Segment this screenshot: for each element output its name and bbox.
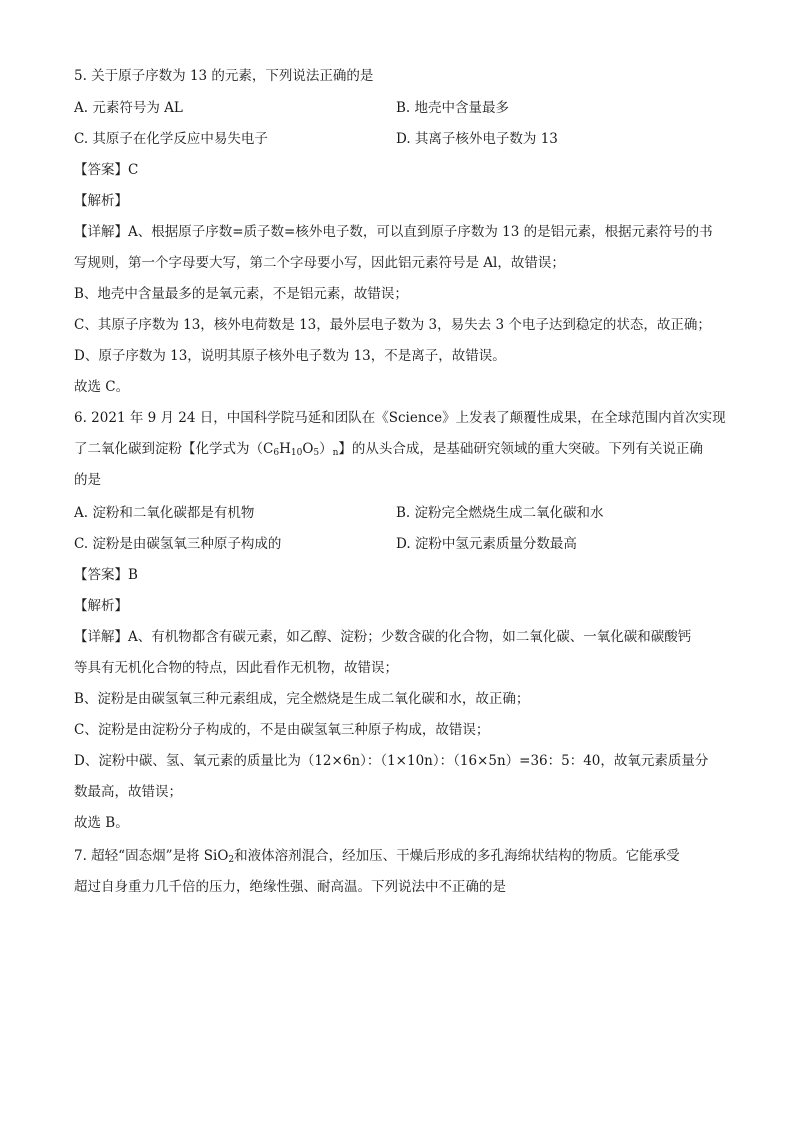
q6-option-a: A. 淀粉和二氧化碳都是有机物 — [74, 505, 255, 521]
formula-subscript: 10 — [290, 448, 303, 458]
formula-text: H — [279, 441, 291, 457]
q5-option-c: C. 其原子在化学反应中易失电子 — [74, 131, 268, 147]
q6-stem-line1: 6. 2021 年 9 月 24 日，中国科学院马延和团队在《Science》上发表了颠覆性成果，在全球范围内首次实现 — [74, 410, 726, 426]
q6-detail-line: B、淀粉是由碳氢氧三种元素组成，完全燃烧是生成二氧化碳和水，故正确； — [74, 691, 530, 707]
q6-answer: 【答案】B — [74, 567, 138, 583]
q6-detail-line: C、淀粉是由淀粉分子构成的，不是由碳氢氧三种原子构成，故错误； — [74, 722, 490, 738]
q5-option-a: A. 元素符号为 AL — [74, 100, 183, 116]
formula-subscript: 2 — [228, 855, 235, 865]
q5-detail-line: B、地壳中含量最多的是氧元素，不是铝元素，故错误； — [74, 286, 408, 302]
q6-stem-text: 】的从头合成，是基础研究领域的重大突破。下列有关说正确 — [338, 441, 703, 457]
q6-detail-line: D、淀粉中碳、氢、氧元素的质量比为（12×6n）：（1×10n）：（16×5n）=36：5：40，故氧元素质量分 — [74, 753, 709, 769]
q5-stem: 5. 关于原子序数为 13 的元素，下列说法正确的是 — [74, 68, 374, 84]
q5-detail-line: C、其原子序数为 13，核外电荷数是 13，最外层电子数为 3，易失去 3 个电子达到稳定的状态，故正确； — [74, 317, 711, 333]
q7-stem-text: 7. 超轻“固态烟”是将 SiO — [74, 848, 229, 864]
q6-detail-line: 数最高，故错误； — [74, 784, 182, 800]
q6-stem-line3: 的是 — [74, 472, 101, 488]
q5-detail-line: D、原子序数为 13，说明其原子核外电子数为 13，不是离子，故错误。 — [74, 348, 506, 364]
q7-stem-text: 和液体溶剂混合，经加压、干燥后形成的多孔海绵状结构的物质。它能承受 — [234, 848, 680, 864]
q5-option-d: D. 其离子核外电子数为 13 — [396, 131, 558, 147]
q6-stem-text: 了二氧化碳到淀粉【化学式为（C — [74, 441, 274, 457]
q6-option-d: D. 淀粉中氢元素质量分数最高 — [396, 536, 577, 552]
q5-detail-line: 【详解】A、根据原子序数=质子数=核外电子数，可以直到原子序数为 13 的是铝元素，根据元素符号的书 — [74, 224, 713, 240]
q5-conclusion: 故选 C。 — [74, 379, 130, 395]
q5-analysis-title: 【解析】 — [74, 193, 128, 209]
q6-conclusion: 故选 B。 — [74, 815, 129, 831]
q6-option-b: B. 淀粉完全燃烧生成二氧化碳和水 — [396, 505, 604, 521]
formula-text: ） — [319, 441, 333, 457]
q6-option-c: C. 淀粉是由碳氢氧三种原子构成的 — [74, 536, 282, 552]
formula-subscript: 5 — [313, 448, 320, 458]
q5-answer: 【答案】C — [74, 162, 139, 178]
q6-detail-line: 等具有无机化合物的特点，因此看作无机物，故错误； — [74, 660, 398, 676]
q5-option-b: B. 地壳中含量最多 — [396, 100, 510, 116]
formula-subscript: 6 — [273, 448, 280, 458]
formula-subscript: n — [332, 448, 339, 458]
q6-stem-line2 — [74, 439, 703, 459]
q7-stem-line1 — [74, 846, 680, 866]
formula-text: O — [302, 441, 314, 457]
q6-analysis-title: 【解析】 — [74, 598, 128, 614]
q6-detail-line: 【详解】A、有机物都含有碳元素，如乙醇、淀粉；少数含碳的化合物，如二氧化碳、一氧化碳和碳酸钙 — [74, 629, 692, 645]
q5-detail-line: 写规则，第一个字母要大写，第二个字母要小写，因此铝元素符号是 Al，故错误； — [74, 255, 565, 271]
q7-stem-line2: 超过自身重力几千倍的压力，绝缘性强、耐高温。下列说法中不正确的是 — [74, 879, 506, 895]
